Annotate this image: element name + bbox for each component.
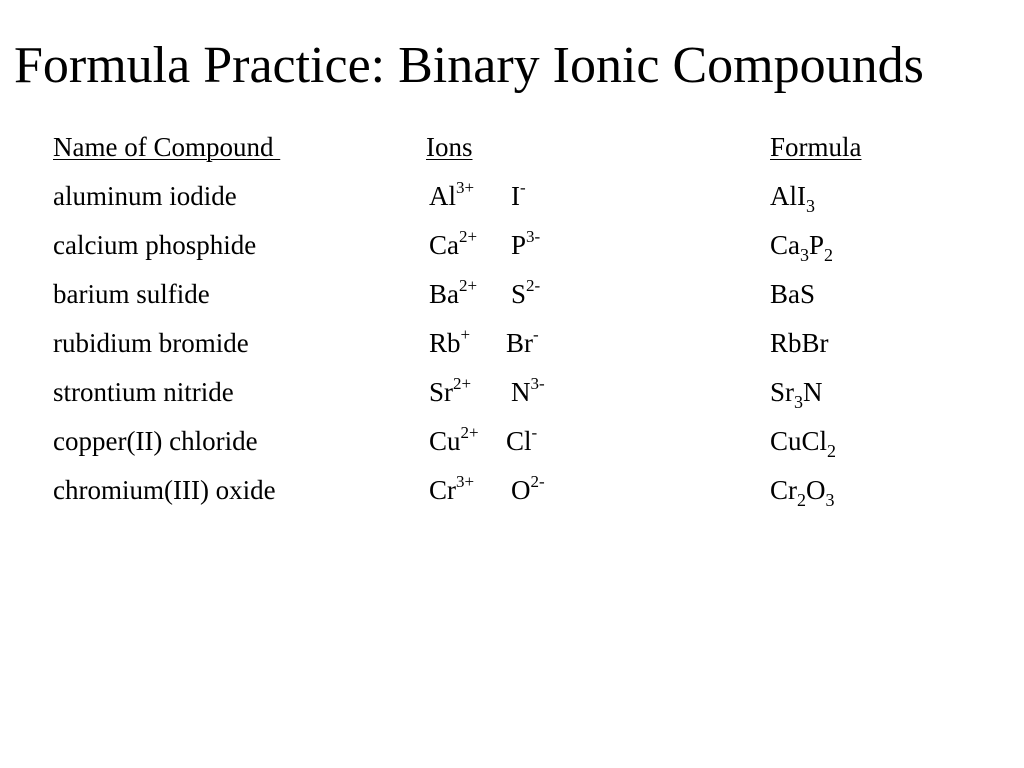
anion-charge: - [520,178,526,197]
anion [511,177,526,219]
header-ions: Ions [426,132,473,162]
cation-symbol: Rb [429,328,461,358]
cation-charge: 3+ [456,178,475,197]
anion-symbol: O [511,475,531,505]
cation-symbol: Al [429,181,456,211]
compound-name: copper(II) chloride [53,426,258,456]
formula-element: O [806,475,826,505]
cation [429,275,477,317]
compound-name: rubidium bromide [53,328,249,358]
cation [429,226,477,268]
formula [770,177,815,218]
header-name: Name of Compound [53,132,281,162]
cation-charge: 2+ [460,423,479,442]
anion [506,324,539,366]
cation [429,471,474,513]
compound-name: calcium phosphide [53,230,257,260]
anion-charge: - [533,325,539,344]
compound-name: aluminum iodide [53,181,237,211]
formula [770,275,815,313]
compound-name: chromium(III) oxide [53,475,276,505]
formula [770,422,836,463]
cation [429,177,474,219]
header-row [53,128,953,177]
formula [770,324,829,362]
cation-symbol: Cr [429,475,456,505]
formula-element: Cr [770,475,797,505]
anion-charge: 3- [530,374,545,393]
formula-subscript: 3 [794,392,804,412]
anion-symbol: P [511,230,527,260]
formula-subscript: 2 [824,245,834,265]
formula [770,373,823,414]
table-row [53,324,953,373]
compound-name: barium sulfide [53,279,210,309]
formula-subscript: 3 [800,245,809,265]
formula-element: N [803,377,823,407]
formula-element: AlI [770,181,806,211]
cation-charge: 2+ [453,374,472,393]
cation-charge: + [460,325,471,344]
anion-symbol: S [511,279,527,309]
cation-symbol: Cu [429,426,461,456]
table-row [53,275,953,324]
compound-name: strontium nitride [53,377,234,407]
table-row [53,422,953,471]
anion [511,373,545,415]
anion [511,471,545,513]
anion-symbol: Cl [506,426,532,456]
formula-subscript: 2 [827,441,837,461]
compound-rows [53,177,953,520]
anion-symbol: Br [506,328,533,358]
cation [429,373,471,415]
cation [429,422,479,464]
table-row [53,471,953,520]
cation [429,324,470,366]
formula-element: Ca [770,230,800,260]
formula [770,471,835,512]
formula-element: RbBr [770,328,829,358]
anion [511,226,540,268]
cation-charge: 3+ [456,472,475,491]
cation-charge: 2+ [459,227,478,246]
anion-symbol: N [511,377,531,407]
page-title: Formula Practice: Binary Ionic Compounds [14,37,924,94]
anion [511,275,540,317]
cation-symbol: Ca [429,230,459,260]
anion-symbol: I [511,181,520,211]
anion-charge: 2- [526,276,541,295]
anion-charge: - [531,423,538,442]
formula-element: P [809,230,825,260]
anion-charge: 2- [530,472,545,491]
compound-table [53,128,953,520]
anion-charge: 3- [526,227,541,246]
cation-symbol: Sr [429,377,454,407]
anion [506,422,537,464]
header-formula: Formula [770,132,862,162]
table-row [53,226,953,275]
table-row [53,373,953,422]
formula-subscript: 3 [806,196,815,216]
formula-element: CuCl [770,426,828,456]
formula [770,226,833,267]
cation-symbol: Ba [429,279,459,309]
formula-subscript: 2 [797,490,806,510]
cation-charge: 2+ [459,276,478,295]
table-row [53,177,953,226]
formula-element: Sr [770,377,795,407]
formula-element: BaS [770,279,816,309]
formula-subscript: 3 [825,490,835,510]
